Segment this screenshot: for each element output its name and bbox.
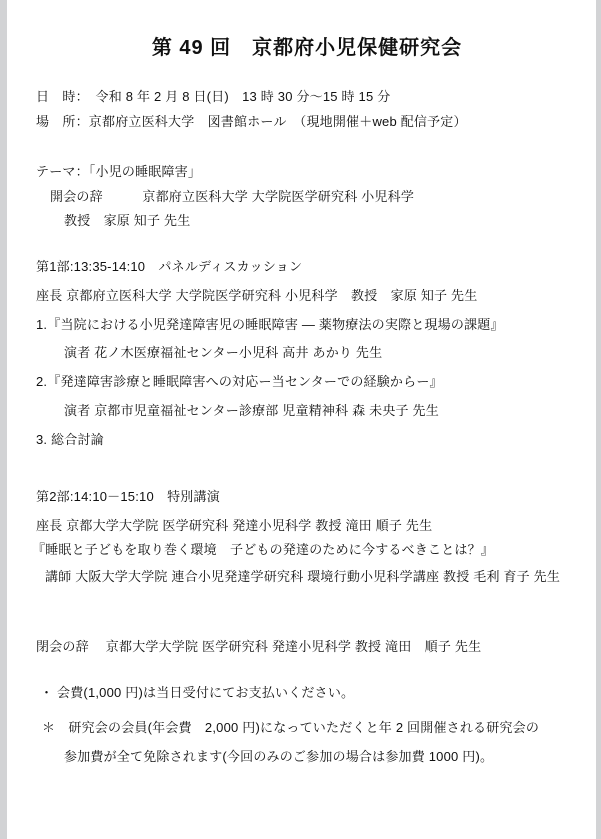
membership-note-line2: 参加費が全て免除されます(今回のみのご参加の場合は参加費 1000 円)。	[64, 749, 494, 764]
part1-talk2-title: 2.『発達障害診療と睡眠障害への対応ー当センターでの経験からー』	[36, 374, 443, 389]
document-page	[7, 0, 596, 839]
part1-talk1-speaker: 演者 花ノ木医療福祉センター小児科 高井 あかり 先生	[64, 345, 383, 360]
opening-professor-line: 教授 家原 知子 先生	[64, 213, 191, 228]
part1-talk2-speaker: 演者 京都市児童福祉センター診療部 児童精神科 森 未央子 先生	[64, 403, 439, 418]
part1-discussion-line: 3. 総合討論	[36, 432, 104, 447]
document-content	[7, 34, 596, 765]
part1-talk1-title: 1.『当院における小児発達障害児の睡眠障害 ― 薬物療法の実際と現場の課題』	[36, 317, 504, 332]
venue-line: 場 所：京都府立医科大学 図書館ホール （現地開催＋web 配信予定）	[36, 114, 467, 129]
document-title: 第 49 回 京都府小児保健研究会	[151, 37, 463, 59]
datetime-line: 日 時： 令和 8 年 2 月 8 日(日) 13 時 30 分～15 時 15 分	[36, 89, 391, 104]
part2-lecture-title: 『睡眠と子どもを取り巻く環境 子どもの発達のために今するべきことは？』	[32, 542, 495, 557]
fee-note-line: ・ 会費(1,000 円)は当日受付にてお支払いください。	[40, 685, 355, 700]
part1-heading: 第1部:13:35-14:10 パネルディスカッション	[36, 259, 303, 274]
part1-chair-line: 座長 京都府立医科大学 大学院医学研究科 小児科学 教授 家原 知子 先生	[36, 288, 478, 303]
theme-line: テーマ：「小児の睡眠障害」	[36, 164, 202, 179]
membership-note-line1: ＊ 研究会の会員(年会費 2,000 円)になっていただくと年 2 回開催される研究会の	[42, 720, 540, 735]
closing-address-line: 閉会の辞 京都大学大学院 医学研究科 発達小児科学 教授 滝田 順子 先生	[36, 639, 482, 654]
part2-heading: 第2部:14:10－15:10 特別講演	[36, 489, 220, 504]
part2-lecturer-line: 講師 大阪大学大学院 連合小児発達学研究科 環境行動小児科学講座 教授 毛利 育子 先生	[45, 569, 561, 584]
opening-address-line: 開会の辞 京都府立医科大学 大学院医学研究科 小児科学	[50, 189, 415, 204]
part2-chair-line: 座長 京都大学大学院 医学研究科 発達小児科学 教授 滝田 順子 先生	[36, 518, 433, 533]
